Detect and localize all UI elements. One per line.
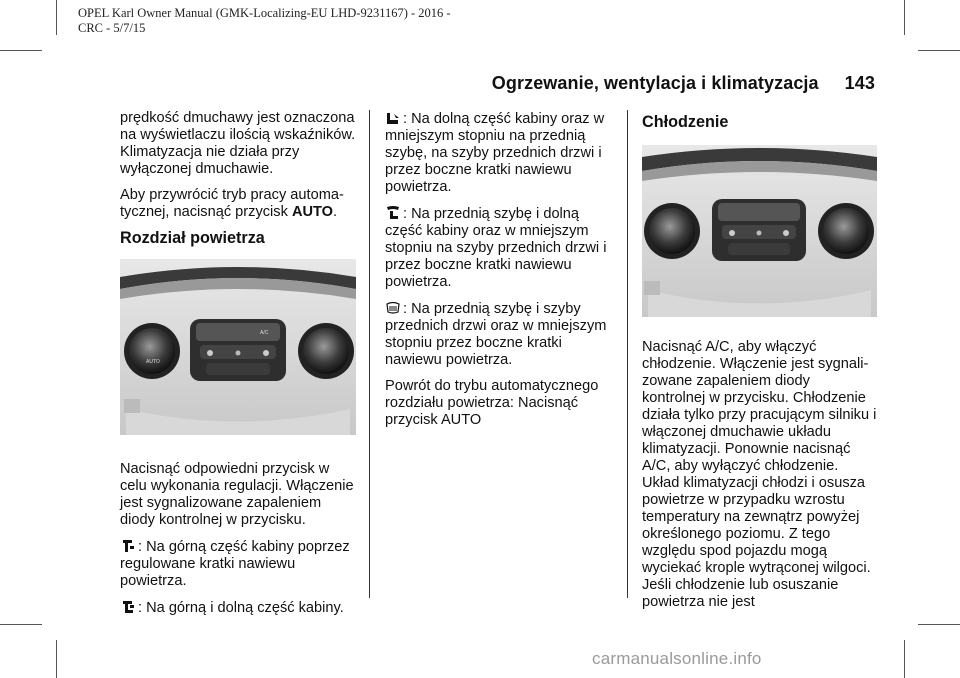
- air-upper-icon: [120, 538, 136, 554]
- paragraph: prędkość dmuchawy jest oznaczona na wyświetlaczu ilością wskaźników. Klimatyzacja nie działa przy wyłączonej dmuchawie.: [120, 110, 356, 177]
- section-heading: Chłodzenie: [642, 113, 729, 131]
- crop-mark: [904, 640, 905, 678]
- crop-mark: [56, 0, 57, 35]
- air-lower-icon: [385, 110, 401, 126]
- climate-control-photo: [642, 145, 877, 317]
- column-divider: [369, 110, 370, 598]
- item-text: : Na górną i dolną część kabiny.: [138, 600, 344, 616]
- column-divider: [627, 110, 628, 598]
- paragraph: Powrót do trybu automatycznego rozdziału powietrza: Nacisnąć przycisk AUTO: [385, 378, 599, 428]
- column-3: [642, 110, 877, 620]
- watermark: carmanualsonline.info: [592, 649, 762, 668]
- air-distribution-lower: [385, 110, 615, 196]
- climate-control-photo: [120, 259, 356, 435]
- column-2: [385, 110, 615, 438]
- paragraph-text: .: [333, 204, 338, 220]
- crop-mark: [918, 50, 960, 51]
- windscreen-lower-icon: [385, 205, 401, 221]
- paragraph: Nacisnąć A/C, aby włączyć chłodzenie. Włączenie jest sygnalizowane zapaleniem diody kontrolnej w przycisku. Chłodzenie działa tylko przy pracującym silniku i włączonej dmuchawie układu klimatyzacji. Ponownie nacisnąć A/C, aby wyłączyć chłodzenie. Układ klimatyzacji chłodzi i osusza powietrze w przypadku wzrostu temperatury na zewnątrz powyżej określonego poziomu. Z tego względu spod pojazdu mogą wyciekać krople wytrąconej wilgoci. Jeśli chłodzenie lub osuszanie powietrza nie jest: [642, 339, 877, 610]
- print-metadata: [78, 6, 451, 36]
- page-number: 143: [844, 73, 875, 93]
- paragraph: [120, 187, 358, 221]
- crop-mark: [918, 624, 960, 625]
- crop-mark: [56, 640, 57, 678]
- item-text: : Na górną część kabiny poprzez regulowane kratki nawiewu powietrza.: [120, 539, 350, 589]
- item-text: : Na dolną część kabiny oraz w mniejszym stopniu na przednią szybę, na szyby przednich drzwi i przez boczne kratki nawiewu powietrza.: [385, 111, 605, 195]
- paragraph: Nacisnąć odpowiedni przycisk w celu wykonania regulacji. Włączenie jest sygnalizowane zapaleniem diody kontrolnej w przycisku.: [120, 461, 354, 528]
- crop-mark: [0, 624, 42, 625]
- air-distribution-windscreen: [385, 300, 615, 369]
- print-metadata-line: CRC - 5/7/15: [78, 21, 146, 35]
- column-1: [120, 110, 358, 626]
- air-distribution-upper-lower: [120, 599, 358, 617]
- paragraph-text: Aby przywrócić tryb pracy automatycznej, nacisnąć przycisk: [120, 187, 344, 220]
- page-header: [492, 73, 875, 94]
- print-metadata-line: OPEL Karl Owner Manual (GMK-Localizing-EU LHD-9231167) - 2016 -: [78, 6, 451, 20]
- section-title: Ogrzewanie, wentylacja i klimatyzacja: [491, 73, 819, 93]
- item-text: : Na przednią szybę i dolną część kabiny oraz w mniejszym stopniu na szyby przednich drzwi i przez boczne kratki nawiewu powietrza.: [385, 206, 607, 290]
- item-text: : Na przednią szybę i szyby przednich drzwi oraz w mniejszym stopniu przez boczne kratki nawiewu powietrza.: [385, 301, 607, 368]
- section-heading: Rozdział powietrza: [120, 229, 265, 247]
- air-distribution-upper: [120, 538, 358, 590]
- auto-keyword: AUTO: [291, 204, 334, 220]
- windscreen-defrost-icon: [385, 300, 401, 316]
- crop-mark: [904, 0, 905, 35]
- air-distribution-windscreen-lower: [385, 205, 615, 291]
- air-upper-lower-icon: [120, 599, 136, 615]
- ac-button-label: A/C: [260, 330, 269, 336]
- auto-knob-label: AUTO: [146, 359, 160, 365]
- crop-mark: [0, 50, 42, 51]
